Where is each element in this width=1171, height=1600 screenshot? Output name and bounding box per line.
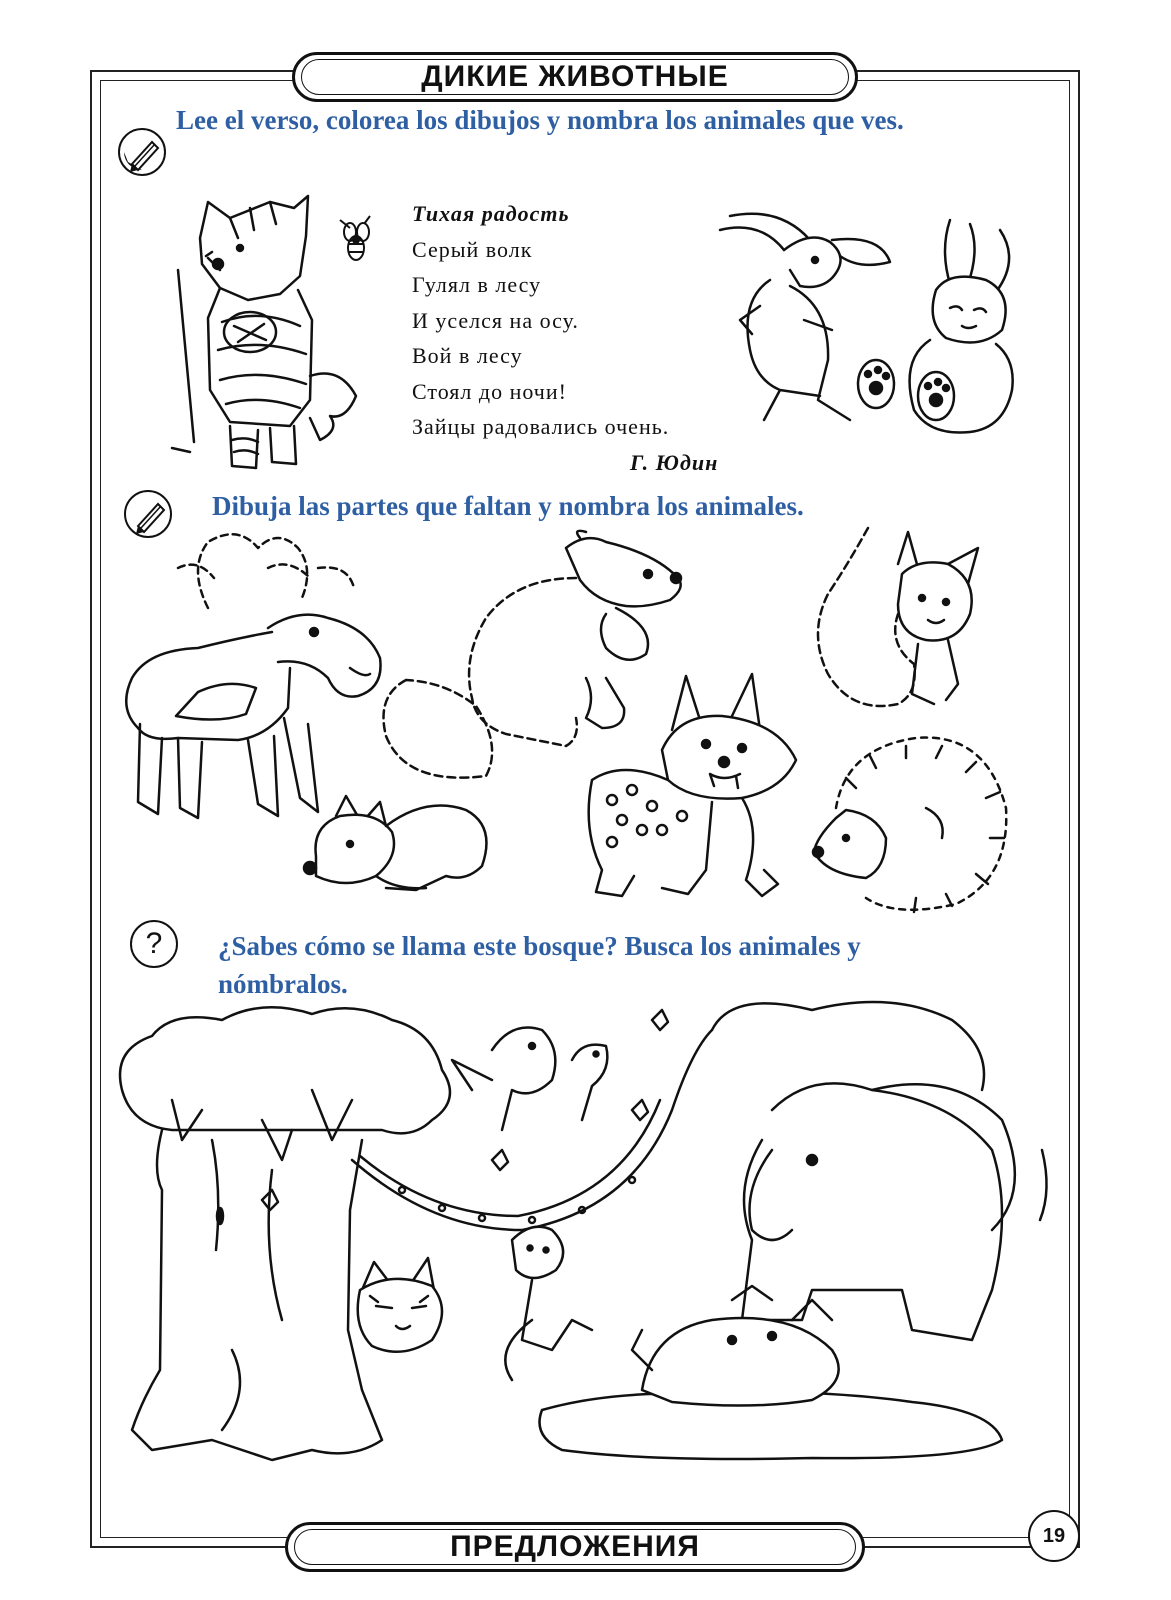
hares-illustration — [700, 210, 1030, 450]
question-icon — [130, 920, 178, 968]
page-number: 19 — [1028, 1510, 1080, 1562]
poem-line: Стоял до ночи! — [412, 378, 567, 404]
task2-instruction: Dibuja las partes que faltan y nombra los animales. — [212, 491, 804, 521]
poem-line: Вой в лесу — [412, 343, 523, 368]
poem-line: Зайцы радовались очень. — [412, 414, 670, 439]
bee-icon — [336, 212, 376, 268]
poem-title: Тихая радость — [412, 201, 570, 226]
left-tree-canopy — [120, 1007, 450, 1133]
footer-title: ПРЕДЛОЖЕНИЯ — [450, 1530, 700, 1563]
header-banner — [292, 52, 858, 102]
squirrel-illustration — [808, 524, 998, 724]
pencil-icon — [118, 128, 166, 176]
jungle-scene — [112, 990, 1062, 1490]
task1-instruction: Lee el verso, colorea los dibujos y nombra los animales que ves. — [176, 105, 904, 135]
fox-illustration — [296, 676, 506, 916]
poem — [412, 196, 718, 480]
poem-line: Гулял в лесу — [412, 272, 542, 297]
page-title: ДИКИЕ ЖИВОТНЫЕ — [421, 60, 729, 93]
footer-banner — [285, 1522, 865, 1572]
poem-line: Серый волк — [412, 236, 533, 262]
task3-instruction-line1: ¿Sabes cómo se llama este bosque? Busca los animales y — [218, 931, 861, 961]
lynx-illustration — [582, 670, 812, 910]
hedgehog-illustration — [806, 728, 1016, 918]
poem-line: И уселся на осу. — [412, 307, 579, 333]
poem-author: Г. Юдин — [630, 449, 719, 475]
task3-instruction-line2: nómbralos. — [218, 969, 348, 999]
question-mark: ? — [145, 927, 163, 960]
